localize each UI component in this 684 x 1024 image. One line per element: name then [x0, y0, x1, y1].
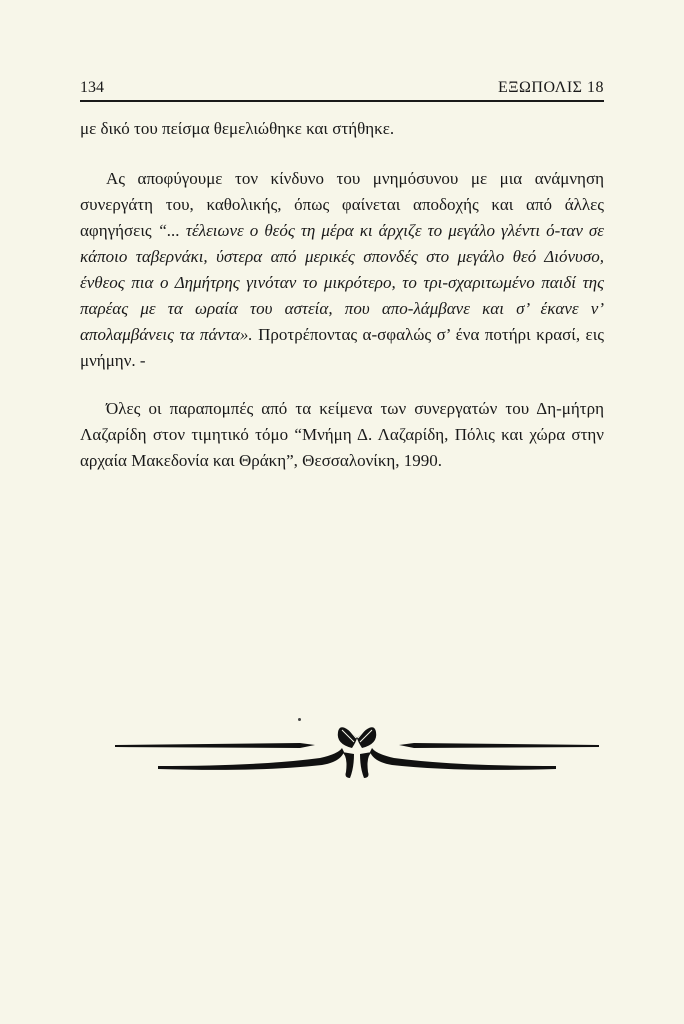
- page-header: [80, 78, 604, 102]
- paragraph-2-quote: “... τέλειωνε ο θεός τη μέρα κι άρχιζε το μεγάλο γλέντι ό-ταν σε κάποιο ταβερνάκι, ύστερα από μερικές σπονδές στο μεγάλο θεό Διόνυσο, ένθεος πια ο Δημήτρης γινόταν το μικρότερο, το τρι-σχαριτωμένο παιδί της παρέας με τα ωραία του αστεία, που απο-λάμβανε και σ’ έκανε ν’ απολαμβάνεις τα πάντα».: [80, 221, 604, 344]
- paragraph-2-intro: Ας αποφύγουμε τον κίνδυνο του μνημόσυνου με μια ανάμνηση συνεργάτη του, καθολικής, όπως φαίνεται αποδοχής και από άλλες αφηγήσεις: [80, 169, 604, 240]
- paragraph-1: με δικό του πείσμα θεμελιώθηκε και στήθηκε.: [80, 119, 395, 138]
- decorative-flourish-icon: [110, 712, 604, 792]
- paragraph-3-references-note: Όλες οι παραπομπές από τα κείμενα των συνεργατών του Δη-μήτρη Λαζαρίδη στον τιμητικό τόμο “Μνήμη Δ. Λαζαρίδη, Πόλις και χώρα στην αρχαία Μακεδονία και Θράκη”, Θεσσαλονίκη, 1990.: [80, 399, 604, 470]
- running-head: ΕΞΩΠΟΛΙΣ 18: [497, 79, 604, 96]
- paragraph-2-outro: Προτρέποντας α-σφαλώς σ’ ένα ποτήρι κρασί, εις μνήμην. -: [80, 325, 604, 370]
- paragraph-2: [80, 166, 604, 374]
- page-number: 134: [80, 79, 104, 96]
